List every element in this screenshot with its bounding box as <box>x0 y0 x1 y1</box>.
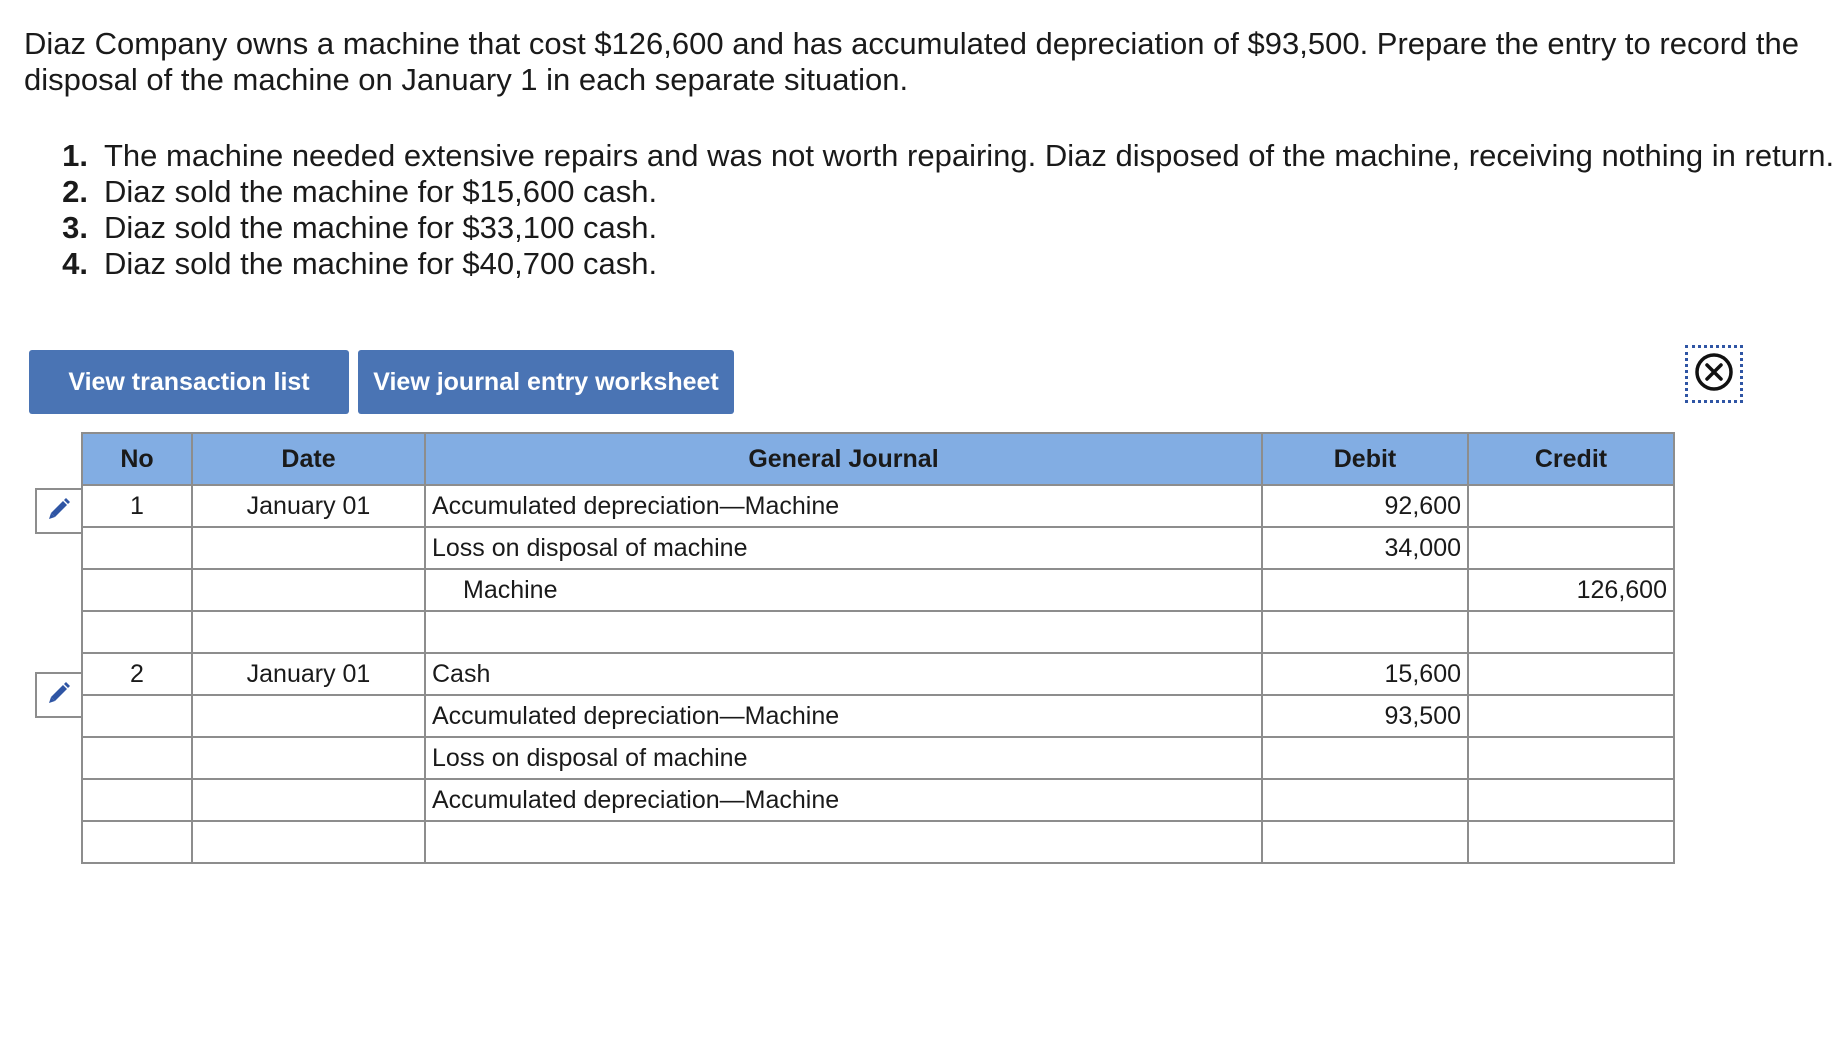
cell-credit <box>1468 779 1674 821</box>
cell-debit <box>1262 611 1468 653</box>
situation-number: 3. <box>62 210 88 245</box>
cell-debit <box>1262 779 1468 821</box>
table-header-row <box>82 433 1674 485</box>
cell-date <box>192 779 425 821</box>
edit-entry-2-button[interactable] <box>35 672 81 718</box>
cell-debit: 93,500 <box>1262 695 1468 737</box>
cell-debit <box>1262 737 1468 779</box>
pencil-icon <box>44 678 74 713</box>
column-header-general-journal: General Journal <box>425 433 1262 485</box>
table-row <box>82 569 1674 611</box>
cell-no <box>82 737 192 779</box>
situation-text: Diaz sold the machine for $40,700 cash. <box>104 246 658 281</box>
problem-statement-line-1: Diaz Company owns a machine that cost $126,600 and has accumulated depreciation of $93,500. Prepare the entry to record the <box>24 26 1799 61</box>
cell-debit <box>1262 569 1468 611</box>
close-circle-icon <box>1694 352 1734 397</box>
cell-credit <box>1468 821 1674 863</box>
problem-statement-line-2: disposal of the machine on January 1 in each separate situation. <box>24 62 909 97</box>
problem-statement <box>24 26 1846 98</box>
view-journal-entry-worksheet-button[interactable]: View journal entry worksheet <box>358 350 734 414</box>
cell-account: Machine <box>425 569 1262 611</box>
situation-text: Diaz sold the machine for $33,100 cash. <box>104 210 658 245</box>
cell-date <box>192 737 425 779</box>
cell-account: Loss on disposal of machine <box>425 527 1262 569</box>
cell-credit <box>1468 695 1674 737</box>
situation-item <box>0 174 1846 210</box>
table-row <box>82 695 1674 737</box>
situation-text: Diaz sold the machine for $15,600 cash. <box>104 174 658 209</box>
cell-no <box>82 611 192 653</box>
cell-credit <box>1468 737 1674 779</box>
general-journal-table <box>81 432 1675 864</box>
cell-no <box>82 569 192 611</box>
cell-account: Cash <box>425 653 1262 695</box>
close-button[interactable] <box>1685 345 1743 403</box>
cell-debit: 34,000 <box>1262 527 1468 569</box>
column-header-date: Date <box>192 433 425 485</box>
cell-account: Loss on disposal of machine <box>425 737 1262 779</box>
situation-list <box>0 138 1846 282</box>
view-transaction-list-button[interactable]: View transaction list <box>29 350 349 414</box>
table-row <box>82 527 1674 569</box>
situation-number: 1. <box>62 138 88 173</box>
cell-credit <box>1468 527 1674 569</box>
cell-date <box>192 695 425 737</box>
edit-entry-1-button[interactable] <box>35 488 81 534</box>
table-row <box>82 485 1674 527</box>
table-row <box>82 653 1674 695</box>
table-row <box>82 779 1674 821</box>
cell-date <box>192 569 425 611</box>
column-header-debit: Debit <box>1262 433 1468 485</box>
cell-account <box>425 821 1262 863</box>
situation-number: 4. <box>62 246 88 281</box>
cell-debit <box>1262 821 1468 863</box>
cell-no: 1 <box>82 485 192 527</box>
cell-account <box>425 611 1262 653</box>
cell-credit: 126,600 <box>1468 569 1674 611</box>
situation-item <box>0 210 1846 246</box>
situation-item <box>0 246 1846 282</box>
cell-no <box>82 527 192 569</box>
cell-credit <box>1468 611 1674 653</box>
cell-no: 2 <box>82 653 192 695</box>
table-row <box>82 821 1674 863</box>
situation-number: 2. <box>62 174 88 209</box>
cell-date <box>192 611 425 653</box>
column-header-no: No <box>82 433 192 485</box>
cell-account: Accumulated depreciation—Machine <box>425 485 1262 527</box>
pencil-icon <box>44 494 74 529</box>
cell-debit: 92,600 <box>1262 485 1468 527</box>
column-header-credit: Credit <box>1468 433 1674 485</box>
situation-item <box>0 138 1846 174</box>
cell-no <box>82 695 192 737</box>
cell-date <box>192 821 425 863</box>
cell-date: January 01 <box>192 485 425 527</box>
cell-account: Accumulated depreciation—Machine <box>425 779 1262 821</box>
cell-no <box>82 779 192 821</box>
table-row <box>82 737 1674 779</box>
cell-debit: 15,600 <box>1262 653 1468 695</box>
cell-account: Accumulated depreciation—Machine <box>425 695 1262 737</box>
cell-credit <box>1468 485 1674 527</box>
cell-no <box>82 821 192 863</box>
cell-date <box>192 527 425 569</box>
cell-date: January 01 <box>192 653 425 695</box>
table-row <box>82 611 1674 653</box>
situation-text: The machine needed extensive repairs and was not worth repairing. Diaz disposed of the machine, receiving nothing in return. <box>104 138 1835 173</box>
cell-credit <box>1468 653 1674 695</box>
